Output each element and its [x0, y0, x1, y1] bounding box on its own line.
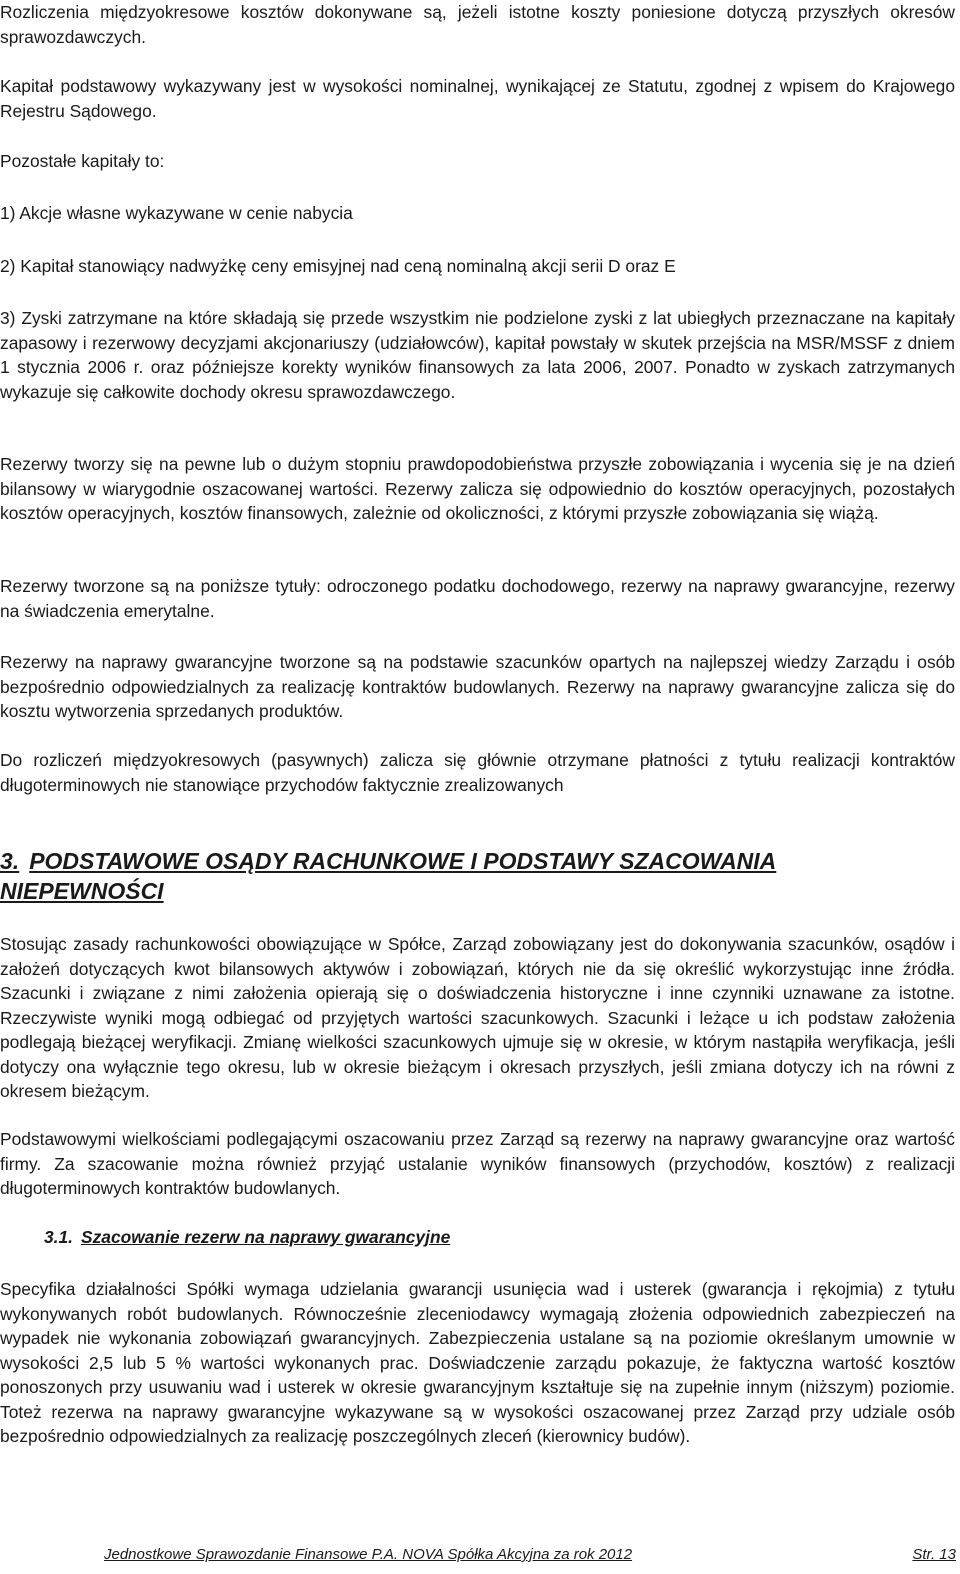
section-3-1-heading	[44, 1225, 450, 1249]
paragraph-item-3: 3) Zyski zatrzymane na które składają się przede wszystkim nie podzielone zyski z lat ubiegłych przeznaczane na kapitały zapasowy i rezerwowy decyzjami akcjonariuszy (udziałowców), kapitał powstały w skutek przejścia na MSR/MSSF z dniem 1 stycznia 2006 r. oraz późniejsze korekty wyników finansowych za lata 2006, 2007. Ponadto w zyskach zatrzymanych wykazuje się całkowite dochody okresu sprawozdawczego.	[0, 308, 955, 402]
section-3-heading	[0, 846, 940, 906]
paragraph-accruals: Do rozliczeń międzyokresowych (pasywnych) zalicza się głównie otrzymane płatności z tytułu realizacji kontraktów długoterminowych nie stanowiące przychodów faktycznie zrealizowanych	[0, 750, 955, 795]
paragraph-other-capitals-intro: Pozostałe kapitały to:	[0, 151, 165, 171]
section-3-number: 3.	[0, 848, 20, 874]
footer-page-number: Str. 13	[912, 1546, 956, 1563]
paragraph-key-estimates: Podstawowymi wielkościami podlegającymi oszacowaniu przez Zarząd są rezerwy na naprawy gwarancyjne oraz wartość firmy. Za szacowanie można również przyjąć ustalanie wyników finansowych (przychodów, kosztów) z realizacji długoterminowych kontraktów budowlanych.	[0, 1129, 955, 1198]
paragraph-item-2: 2) Kapitał stanowiący nadwyżkę ceny emisyjnej nad ceną nominalną akcji serii D oraz E	[0, 256, 676, 276]
section-3-title: PODSTAWOWE OSĄDY RACHUNKOWE I PODSTAWY SZACOWANIA NIEPEWNOŚCI	[0, 848, 777, 904]
paragraph-prepaid-expenses: Rozliczenia międzyokresowe kosztów dokonywane są, jeżeli istotne koszty poniesione dotyczą przyszłych okresów sprawozdawczych.	[0, 2, 955, 47]
paragraph-provision-types: Rezerwy tworzone są na poniższe tytuły: odroczonego podatku dochodowego, rezerwy na naprawy gwarancyjne, rezerwy na świadczenia emerytalne.	[0, 576, 955, 621]
paragraph-provisions: Rezerwy tworzy się na pewne lub o dużym stopniu prawdopodobieństwa przyszłe zobowiązania i wycenia się je na dzień bilansowy w wiarygodnie oszacowanej wartości. Rezerwy zalicza się odpowiednio do kosztów operacyjnych, pozostałych kosztów operacyjnych, kosztów finansowych, zależnie od okoliczności, z którymi przyszłe zobowiązania się wiążą.	[0, 454, 955, 523]
section-3-1-title: Szacowanie rezerw na naprawy gwarancyjne	[81, 1227, 451, 1247]
paragraph-share-capital: Kapitał podstawowy wykazywany jest w wysokości nominalnej, wynikającej ze Statutu, zgodnej z wpisem do Krajowego Rejestru Sądowego.	[0, 76, 955, 121]
paragraph-estimates: Stosując zasady rachunkowości obowiązujące w Spółce, Zarząd zobowiązany jest do dokonywania szacunków, osądów i założeń dotyczących kwot bilansowych aktywów i zobowiązań, których nie da się określić wykorzystując inne źródła. Szacunki i związane z nimi założenia opierają się o doświadczenia historyczne i inne czynniki uznawane za istotne. Rzeczywiste wyniki mogą odbiegać od przyjętych wartości szacunkowych. Szacunki i leżące u ich podstaw założenia podlegają bieżącej weryfikacji. Zmianę wielkości szacunkowych ujmuje się w okresie, w którym nastąpiła weryfikacja, jeśli dotyczy ona wyłącznie tego okresu, lub w okresie bieżącym i okresach przyszłych, jeśli zmiana dotyczy ich na równi z okresem bieżącym.	[0, 934, 955, 1101]
footer-document-title: Jednostkowe Sprawozdanie Finansowe P.A. NOVA Spółka Akcyjna za rok 2012	[104, 1546, 633, 1563]
paragraph-warranty-specifics: Specyfika działalności Spółki wymaga udzielania gwarancji usunięcia wad i usterek (gwarancja i rękojmia) z tytułu wykonywanych robót budowlanych. Równocześnie zleceniodawcy wymagają złożenia odpowiednich zabezpieczeń na wypadek nie wykonania zobowiązań gwarancyjnych. Zabezpieczenia ustalane są na poziomie określanym umownie w wysokości 2,5 lub 5 % wartości wykonanych prac. Doświadczenie zarządu pokazuje, że faktyczna wartość kosztów ponoszonych przy usuwaniu wad i usterek w okresie gwarancyjnym kształtuje się na zupełnie innym (niższym) poziomie. Toteż rezerwa na naprawy gwarancyjne wykazywane są w wysokości oszacowanej przez Zarząd przy udziale osób bezpośrednio odpowiedzialnych za realizację poszczególnych zleceń (kierownicy budów).	[0, 1279, 955, 1446]
paragraph-warranty-provisions: Rezerwy na naprawy gwarancyjne tworzone są na podstawie szacunków opartych na najlepszej wiedzy Zarządu i osób bezpośrednio odpowiedzialnych za realizację kontraktów budowlanych. Rezerwy na naprawy gwarancyjne zalicza się do kosztu wytworzenia sprzedanych produktów.	[0, 652, 955, 721]
paragraph-item-1: 1) Akcje własne wykazywane w cenie nabycia	[0, 203, 353, 223]
section-3-1-number: 3.1.	[44, 1227, 74, 1247]
